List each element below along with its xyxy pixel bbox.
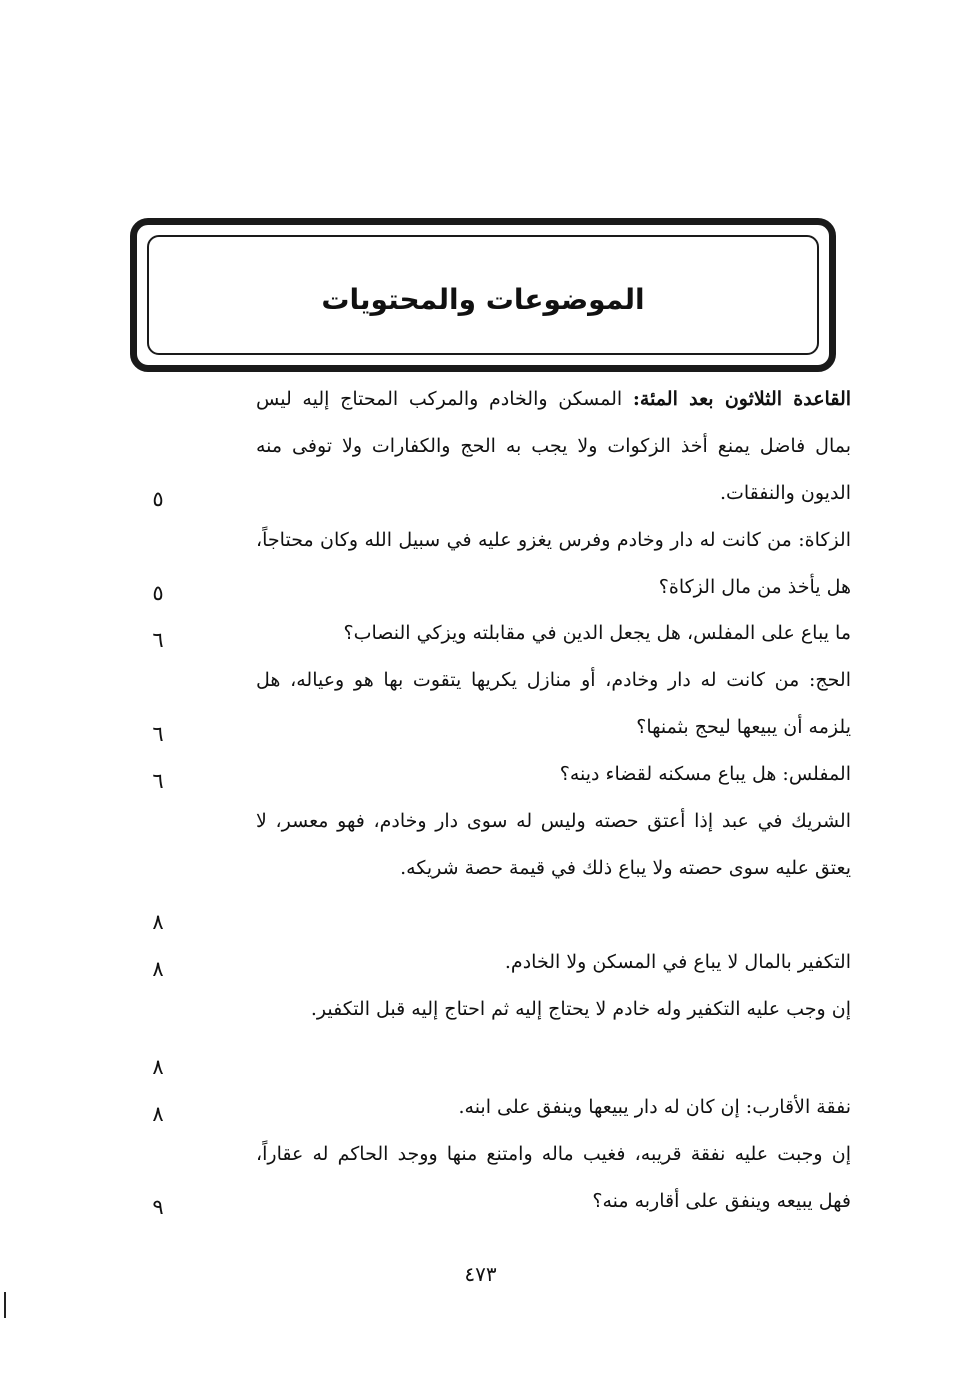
entry-page-number: ٨ — [152, 957, 164, 981]
entry-text: إن وجبت عليه نفقة قريبه، فغيب ماله وامتنع منها ووجد الحاكم له عقاراً، فهل يبيعه وينفق على أقاربه منه؟ — [256, 1143, 851, 1212]
title-frame — [130, 218, 836, 372]
index-entry — [256, 376, 851, 517]
entry-page-number: ٦ — [152, 628, 164, 652]
index-entry — [256, 939, 851, 986]
index-entry — [256, 610, 851, 657]
index-entry — [256, 751, 851, 798]
entry-text: ما يباع على المفلس، هل يجعل الدين في مقابلته ويزكي النصاب؟ — [343, 622, 851, 644]
index-entry — [256, 986, 851, 1033]
entry-page-number: ٥ — [152, 581, 164, 605]
entry-text: المسكن والخادم والمركب المحتاج إليه ليس بمال فاضل يمنع أخذ الزكوات ولا يجب به الحج والكفارات ولا توفى منه الديون والنفقات. — [256, 388, 851, 504]
index-entry — [256, 1131, 851, 1225]
scan-margin-mark — [4, 1292, 6, 1318]
index-entry — [256, 798, 851, 892]
entry-text: التكفير بالمال لا يباع في المسكن ولا الخادم. — [504, 951, 851, 973]
entry-page-number: ٨ — [152, 910, 164, 934]
entry-page-number: ٦ — [152, 769, 164, 793]
entry-text: الزكاة: من كانت له دار وخادم وفرس يغزو عليه في سبيل الله وكان محتاجاً، هل يأخذ من مال الزكاة؟ — [256, 529, 851, 598]
entry-heading: القاعدة الثلاثون بعد المئة: — [632, 388, 852, 410]
entry-page-number: ٨ — [152, 1055, 164, 1079]
entry-page-number: ٦ — [152, 722, 164, 746]
index-entry — [256, 517, 851, 611]
entry-text: إن وجب عليه التكفير وله خادم لا يحتاج إليه ثم احتاج إليه قبل التكفير. — [310, 998, 851, 1020]
entry-page-number: ٨ — [152, 1102, 164, 1126]
index-entry — [256, 1084, 851, 1131]
page-title: الموضوعات والمحتويات — [321, 283, 645, 316]
entry-text: المفلس: هل يباع مسكنه لقضاء دينه؟ — [559, 763, 851, 785]
entry-page-number: ٥ — [152, 487, 164, 511]
entry-text: الشريك في عبد إذا أعتق حصته وليس له سوى دار وخادم، فهو معسر، لا يعتق عليه سوى حصته ولا يباع ذلك في قيمة حصة شريكه. — [256, 810, 851, 879]
page-number: ٤٧٣ — [464, 1262, 497, 1286]
index-entry — [256, 657, 851, 751]
entry-text: نفقة الأقارب: إن كان له دار يبيعها وينفق على ابنه. — [458, 1096, 851, 1118]
entry-text: الحج: من كانت له دار وخادم، أو منازل يكريها يتقوت بها هو وعياله، هل يلزمه أن يبيعها ليحج بثمنها؟ — [256, 669, 851, 738]
entry-page-number: ٩ — [152, 1195, 164, 1219]
